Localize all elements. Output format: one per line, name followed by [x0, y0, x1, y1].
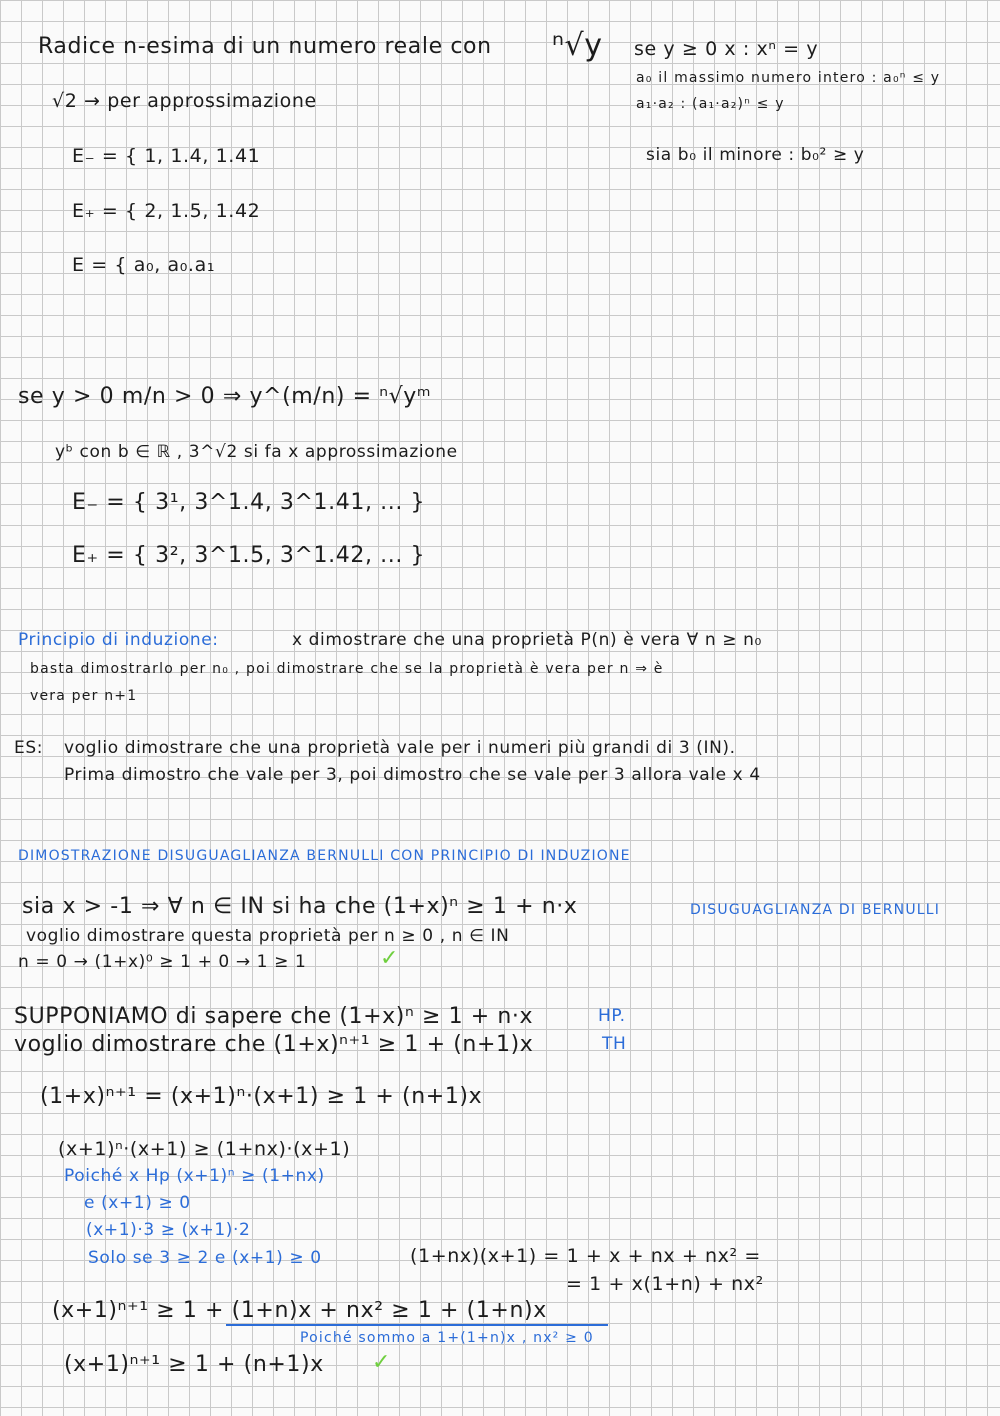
set-e: E = { a₀, a₀.a₁ — [72, 254, 216, 276]
note-2: e (x+1) ≥ 0 — [84, 1193, 191, 1213]
b0-definition: sia b₀ il minore : b₀² ≥ y — [646, 145, 865, 165]
hypothesis-tag: HP. — [598, 1006, 626, 1026]
base-case-check-icon: ✓ — [380, 946, 400, 971]
a0-definition: a₀ il massimo numero intero : a₀ⁿ ≤ y — [636, 70, 941, 86]
step-3: (x+1)ⁿ⁺¹ ≥ 1 + (1+n)x + nx² ≥ 1 + (1+n)x — [52, 1298, 547, 1323]
note-4: Solo se 3 ≥ 2 e (x+1) ≥ 0 — [88, 1248, 322, 1268]
step-1: (1+x)ⁿ⁺¹ = (x+1)ⁿ·(x+1) ≥ 1 + (n+1)x — [40, 1084, 483, 1109]
root-definition: se y ≥ 0 x : xⁿ = y — [634, 38, 819, 60]
step-3-note: Poiché sommo a 1+(1+n)x , nx² ≥ 0 — [300, 1330, 594, 1346]
set-e-plus: E₊ = { 2, 1.5, 1.42 — [72, 200, 261, 222]
bernoulli-heading: DIMOSTRAZIONE DISUGUAGLIANZA BERNULLI CON PRINCIPIO DI INDUZIONE — [18, 848, 631, 864]
radical-symbol: ⁿ√y — [552, 28, 603, 63]
thesis-tag: TH — [602, 1034, 627, 1054]
note-1: Poiché x Hp (x+1)ⁿ ≥ (1+nx) — [64, 1166, 325, 1186]
root-title: Radice n-esima di un numero reale con — [38, 34, 492, 59]
final-result: (x+1)ⁿ⁺¹ ≥ 1 + (n+1)x — [64, 1352, 324, 1377]
power-set-e-plus: E₊ = { 3², 3^1.5, 3^1.42, ... } — [72, 543, 426, 568]
step-3-underline — [226, 1324, 608, 1326]
hypothesis: SUPPONIAMO di sapere che (1+x)ⁿ ≥ 1 + n·x — [14, 1004, 534, 1029]
bernoulli-statement: sia x > -1 ⇒ ∀ n ∈ IN si ha che (1+x)ⁿ ≥ 1 + n·x — [22, 894, 578, 919]
induction-line-3: vera per n+1 — [30, 688, 138, 704]
induction-line-1: x dimostrare che una proprietà P(n) è vera ∀ n ≥ n₀ — [292, 630, 762, 650]
sqrt2-approx: √2 → per approssimazione — [52, 90, 317, 112]
set-e-minus: E₋ = { 1, 1.4, 1.41 — [72, 145, 261, 167]
example-line-2: Prima dimostro che vale per 3, poi dimostro che se vale per 3 allora vale x 4 — [64, 765, 761, 785]
induction-line-2: basta dimostrarlo per n₀ , poi dimostrare che se la proprietà è vera per n ⇒ è — [30, 661, 664, 677]
example-line-1: voglio dimostrare che una proprietà vale per i numeri più grandi di 3 (IN). — [64, 738, 736, 758]
bernoulli-want: voglio dimostrare questa proprietà per n ≥ 0 , n ∈ IN — [26, 926, 510, 946]
final-check-icon: ✓ — [372, 1350, 392, 1375]
induction-heading: Principio di induzione: — [18, 630, 219, 650]
thesis: voglio dimostrare che (1+x)ⁿ⁺¹ ≥ 1 + (n+1)x — [14, 1032, 534, 1057]
expansion-1: (1+nx)(x+1) = 1 + x + nx + nx² = — [410, 1245, 761, 1267]
example-label: ES: — [14, 738, 44, 758]
a1-definition: a₁·a₂ : (a₁·a₂)ⁿ ≤ y — [636, 96, 785, 112]
note-3: (x+1)·3 ≥ (x+1)·2 — [86, 1220, 251, 1240]
step-2: (x+1)ⁿ·(x+1) ≥ (1+nx)·(x+1) — [58, 1138, 351, 1160]
expansion-2: = 1 + x(1+n) + nx² — [566, 1273, 764, 1295]
bernoulli-side-label: DISUGUAGLIANZA DI BERNULLI — [690, 902, 941, 918]
power-set-e-minus: E₋ = { 3¹, 3^1.4, 3^1.41, ... } — [72, 490, 426, 515]
rational-power: se y > 0 m/n > 0 ⇒ y^(m/n) = ⁿ√yᵐ — [18, 384, 432, 409]
base-case: n = 0 → (1+x)⁰ ≥ 1 + 0 → 1 ≥ 1 — [18, 952, 307, 972]
real-power: yᵇ con b ∈ ℝ , 3^√2 si fa x approssimazione — [55, 442, 458, 462]
